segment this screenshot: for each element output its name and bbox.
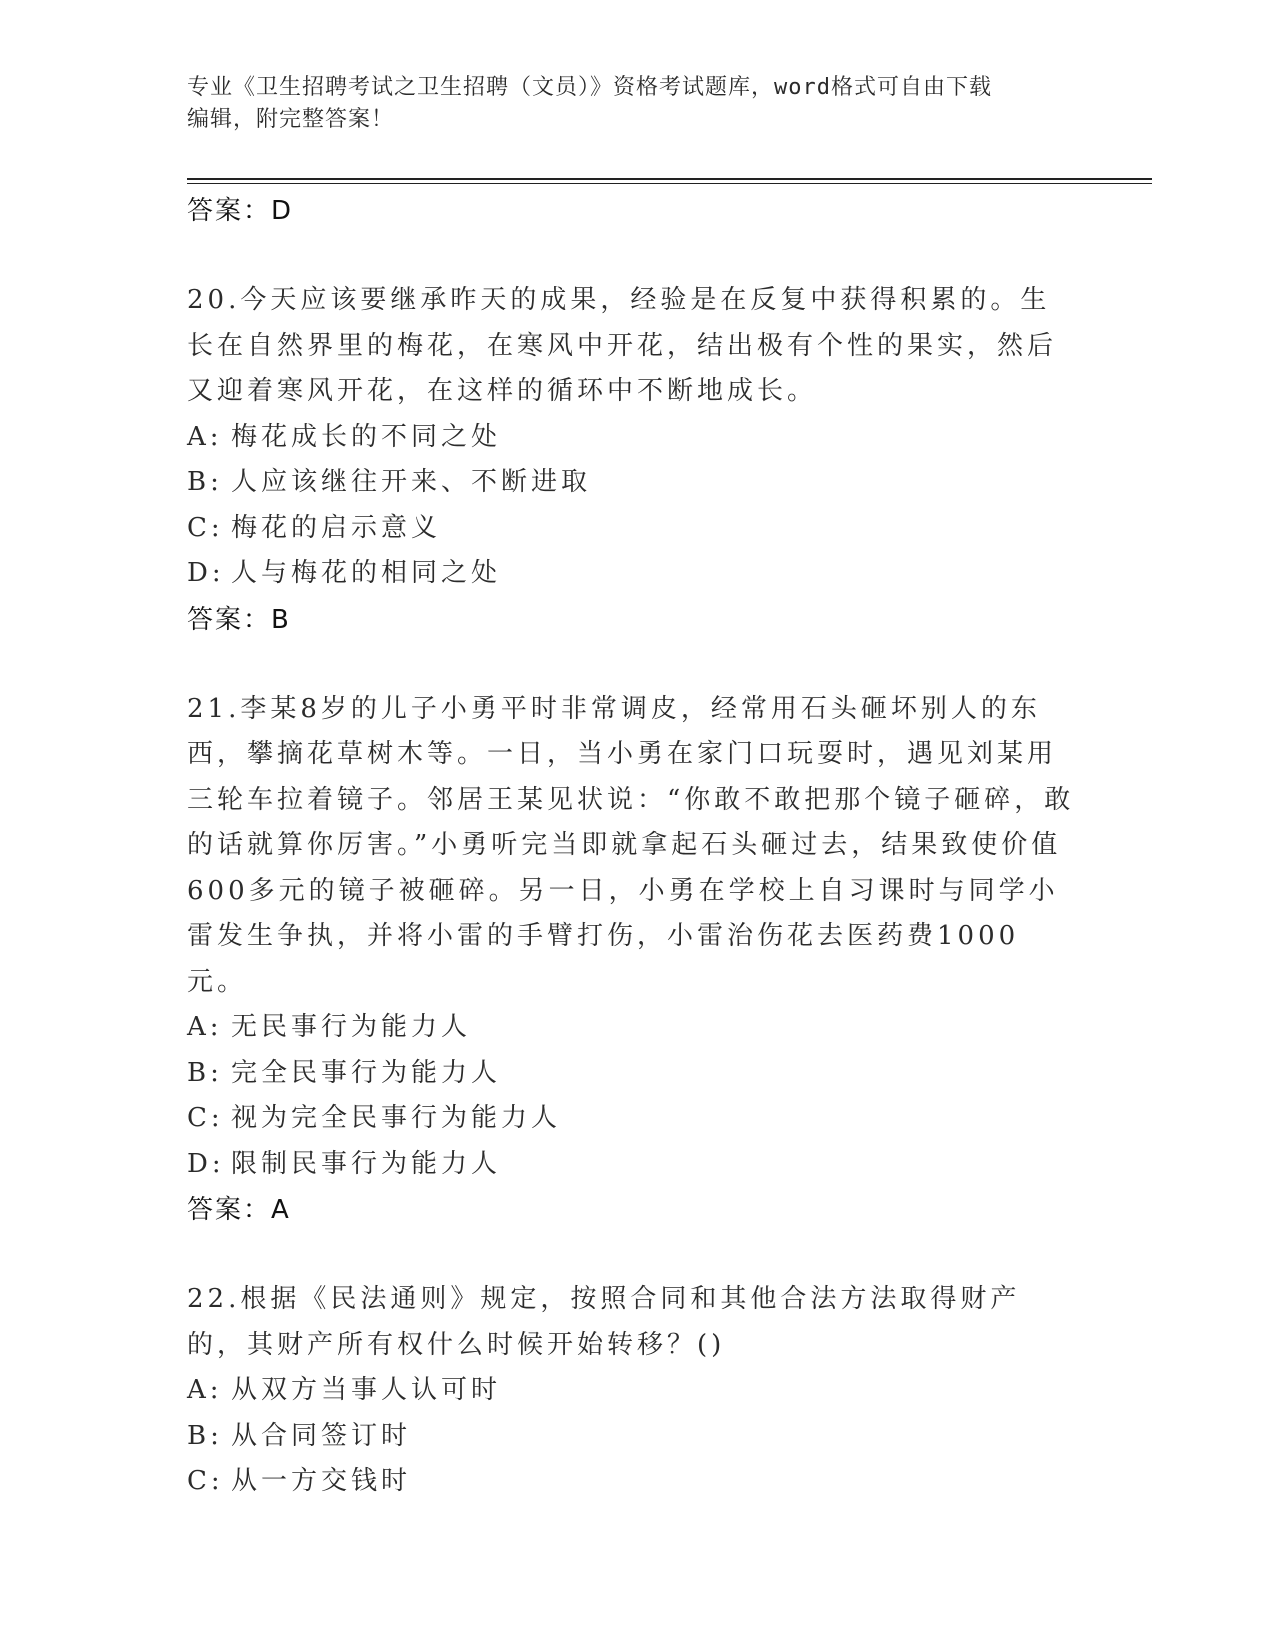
option-text: 从合同签订时 (231, 1420, 412, 1451)
question-content (187, 188, 1077, 1505)
document-header (187, 72, 1087, 136)
option-key: A: (187, 1375, 223, 1405)
option-d (187, 1142, 1077, 1188)
option-key: C: (187, 1466, 224, 1496)
option-b (187, 1051, 1077, 1097)
question-stem: 20.今天应该要继承昨天的成果，经验是在反复中获得积累的。生长在自然界里的梅花，在寒风中开花，结出极有个性的果实，然后又迎着寒风开花，在这样的循环中不断地成长。 (187, 285, 1058, 406)
option-key: D: (187, 558, 225, 588)
option-text: 从一方交钱时 (231, 1466, 412, 1496)
option-text: 无民事行为能力人 (231, 1012, 472, 1042)
option-text: 从双方当事人认可时 (231, 1375, 502, 1405)
previous-answer: 答案：D (187, 196, 294, 226)
option-key: B: (187, 467, 223, 497)
option-key: C: (187, 1103, 224, 1133)
question-stem: 22.根据《民法通则》规定，按照合同和其他合法方法取得财产的，其财产所有权什么时候开始转移？() (187, 1284, 1021, 1360)
answer-line: 答案：A (187, 1195, 291, 1225)
option-b (187, 460, 1077, 506)
question-block (187, 1277, 1077, 1505)
option-key: A: (187, 1012, 223, 1042)
answer-line: 答案：B (187, 604, 291, 635)
option-text: 视为完全民事行为能力人 (231, 1103, 562, 1133)
header-line-2: 编辑，附完整答案！ (187, 107, 395, 132)
option-text: 人与梅花的相同之处 (231, 558, 502, 588)
option-key: B: (187, 1420, 223, 1451)
option-a (187, 415, 1077, 461)
option-d (187, 551, 1077, 597)
option-c (187, 1096, 1077, 1142)
question-gap (187, 1233, 1077, 1277)
header-rule-thin (187, 183, 1152, 184)
option-c (187, 1459, 1077, 1505)
question-gap (187, 234, 1077, 278)
option-a (187, 1368, 1077, 1414)
option-key: A: (187, 421, 223, 452)
option-text: 限制民事行为能力人 (231, 1148, 502, 1179)
option-text: 完全民事行为能力人 (231, 1057, 502, 1088)
question-gap (187, 643, 1077, 687)
option-text: 人应该继往开来、不断进取 (231, 467, 592, 497)
question-block (187, 278, 1077, 643)
option-a (187, 1005, 1077, 1051)
header-line-1: 专业《卫生招聘考试之卫生招聘（文员）》资格考试题库，word格式可自由下载 (187, 75, 992, 100)
option-key: C: (187, 512, 224, 543)
option-key: D: (187, 1148, 225, 1179)
option-b (187, 1414, 1077, 1460)
question-block (187, 687, 1077, 1234)
option-c (187, 506, 1077, 552)
question-stem: 21.李某8岁的儿子小勇平时非常调皮，经常用石头砸坏别人的东西，攀摘花草树木等。一日，当小勇在家门口玩耍时，遇见刘某用三轮车拉着镜子。邻居王某见状说：“你敢不敢把那个镜子砸碎，敢的话就算你厉害。”小勇听完当即就拿起石头砸过去，结果致使价值600多元的镜子被砸碎。另一日，小勇在学校上自习课时与同学小雷发生争执，并将小雷的手臂打伤，小雷治伤花去医药费1000元。 (187, 693, 1075, 997)
option-text: 梅花成长的不同之处 (231, 421, 502, 452)
option-text: 梅花的启示意义 (231, 512, 442, 543)
header-rule-thick (187, 178, 1152, 180)
option-key: B: (187, 1057, 223, 1088)
